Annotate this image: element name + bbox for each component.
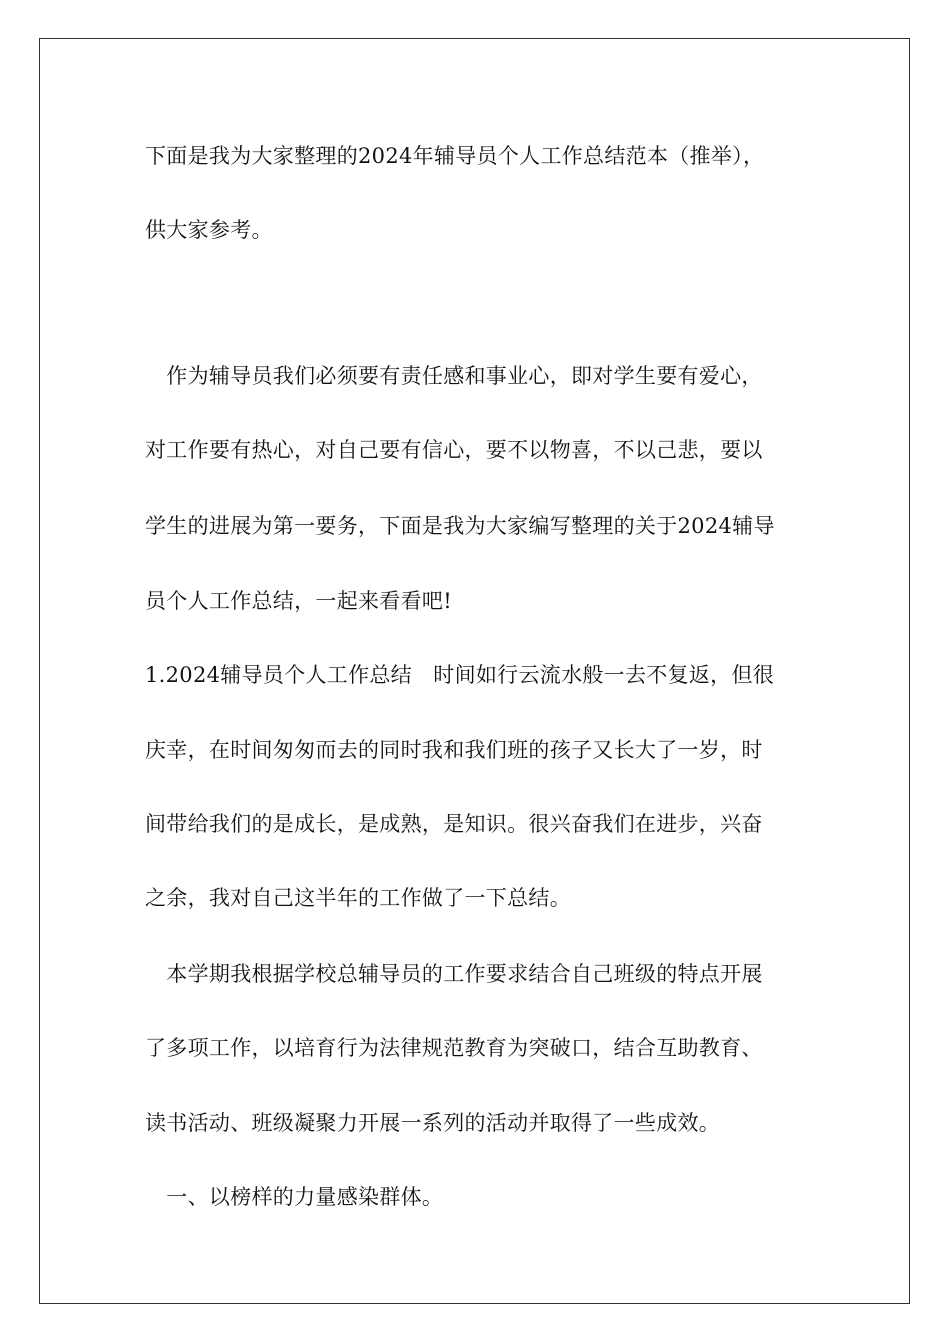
text-line: 之余，我对自己这半年的工作做了一下总结。 <box>145 886 571 910</box>
text-line: 了多项工作，以培育行为法律规范教育为突破口，结合互助教育、 <box>145 1036 763 1060</box>
text-line: 作为辅导员我们必须要有责任感和事业心，即对学生要有爱心， <box>145 364 763 388</box>
text-line: 读书活动、班级凝聚力开展一系列的活动并取得了一些成效。 <box>145 1111 721 1135</box>
text-line: 本学期我根据学校总辅导员的工作要求结合自己班级的特点开展 <box>145 962 763 986</box>
text-line: 供大家参考。 <box>145 218 273 242</box>
text-line: 员个人工作总结，一起来看看吧! <box>145 589 452 613</box>
text-line: 庆幸，在时间匆匆而去的同时我和我们班的孩子又长大了一岁，时 <box>145 738 763 762</box>
text-line: 一、以榜样的力量感染群体。 <box>145 1185 444 1209</box>
text-line: 对工作要有热心，对自己要有信心，要不以物喜，不以己悲，要以 <box>145 438 763 462</box>
text-line: 学生的进展为第一要务，下面是我为大家编写整理的关于2024辅导 <box>145 514 775 538</box>
text-line: 下面是我为大家整理的2024年辅导员个人工作总结范本（推举）， <box>145 144 765 168</box>
text-line: 1.2024辅导员个人工作总结 时间如行云流水般一去不复返，但很 <box>145 663 775 687</box>
text-line: 间带给我们的是成长，是成熟，是知识。很兴奋我们在进步，兴奋 <box>145 812 763 836</box>
